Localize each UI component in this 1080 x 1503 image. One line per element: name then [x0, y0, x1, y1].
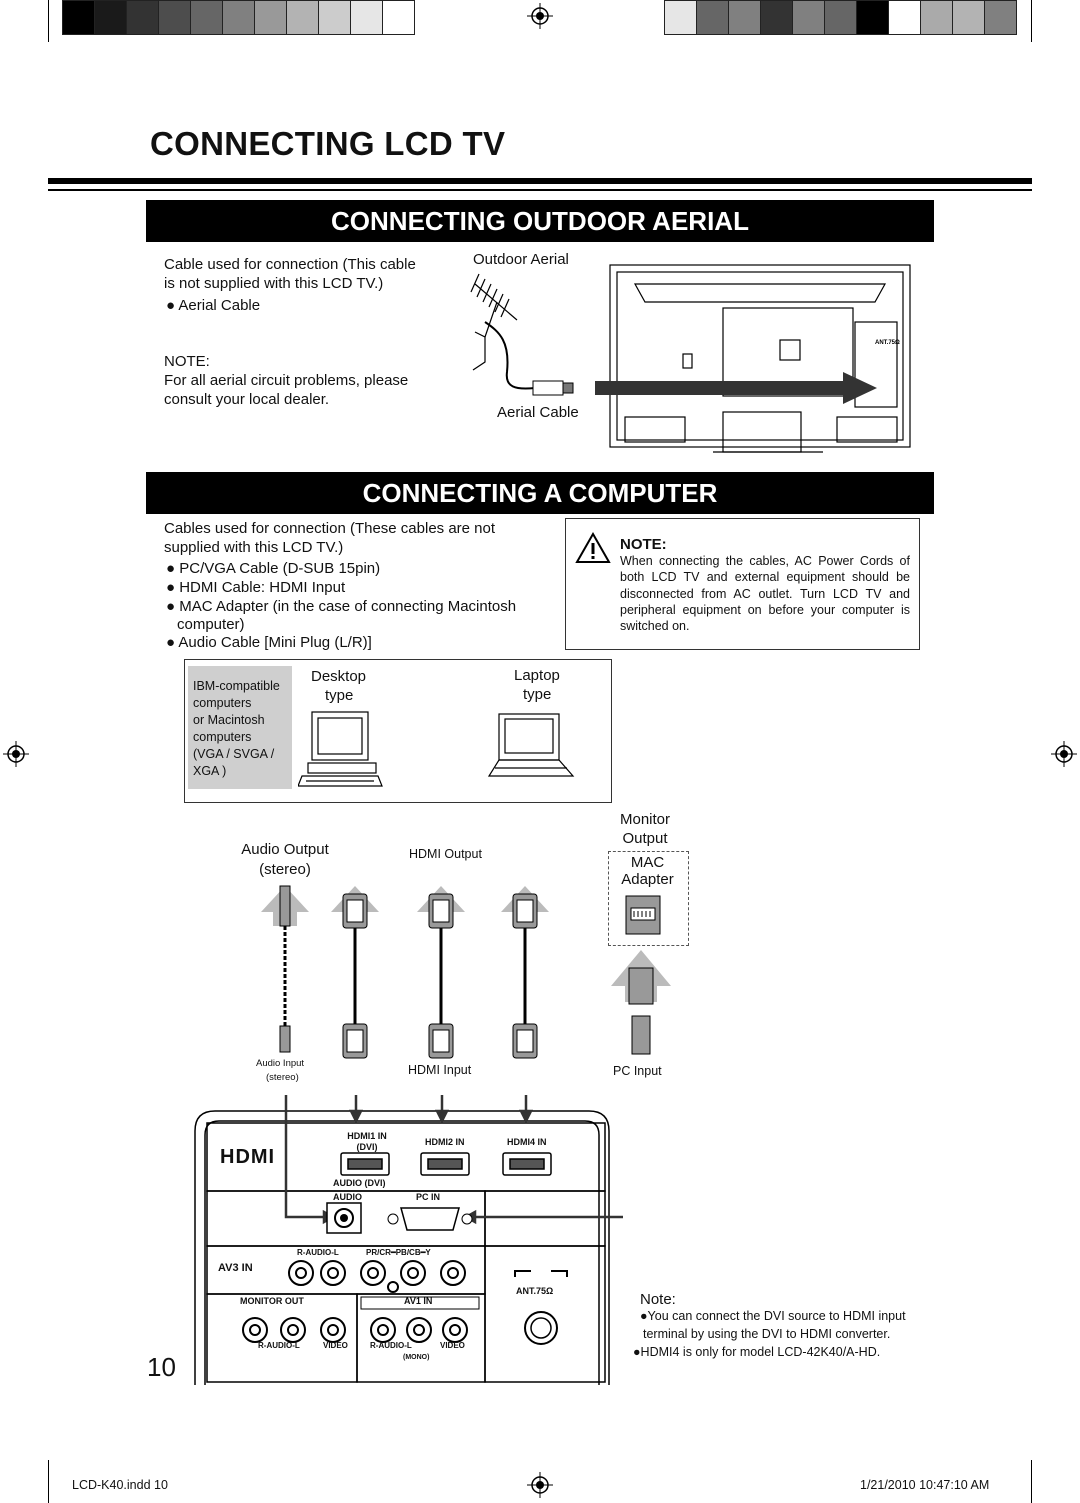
- monitor-out-label: MONITOR OUT: [240, 1296, 304, 1306]
- color-swatch: [760, 0, 793, 35]
- mac-label: MAC: [630, 854, 665, 871]
- av1-in-label: AV1 IN: [404, 1296, 433, 1306]
- aerial-note-line-2: consult your local dealer.: [164, 391, 330, 408]
- aerial-cable-text-1: Cable used for connection (This cable: [164, 256, 416, 273]
- av1-video-label: VIDEO: [440, 1341, 465, 1350]
- aerial-cable-text-2: is not supplied with this LCD TV.): [164, 275, 384, 292]
- color-swatch: [888, 0, 921, 35]
- color-swatch: [728, 0, 761, 35]
- aerial-cable-bullet: ● Aerial Cable: [166, 297, 261, 314]
- cable-bullet-1: ● PC/VGA Cable (D-SUB 15pin): [166, 560, 381, 577]
- desktop-computer-icon: [298, 708, 388, 788]
- cable-bullet-3-cont: computer): [177, 616, 245, 633]
- color-swatch: [952, 0, 985, 35]
- cable-bullet-3: ● MAC Adapter (in the case of connecting Macintosh: [166, 598, 517, 615]
- color-swatch: [158, 0, 191, 35]
- color-swatch: [286, 0, 319, 35]
- aerial-note-label: NOTE:: [164, 353, 210, 370]
- hdmi4-label: HDMI4 IN: [507, 1137, 547, 1147]
- laptop-label: Laptop: [514, 667, 560, 684]
- computer-section-heading: CONNECTING A COMPUTER: [146, 472, 934, 514]
- cable-connection-diagram: [255, 876, 695, 1066]
- title-rule: [48, 178, 1032, 184]
- color-swatch: [126, 0, 159, 35]
- hdmi-output-label: HDMI Output: [409, 847, 482, 861]
- outdoor-aerial-illustration: [455, 262, 615, 412]
- ant-label: ANT.75Ω: [516, 1286, 554, 1296]
- bottom-note-line-1: ●You can connect the DVI source to HDMI input: [640, 1309, 906, 1323]
- color-swatch: [190, 0, 223, 35]
- gray-line-3: or Macintosh: [193, 713, 265, 727]
- computer-note-body: When connecting the cables, AC Power Cords of both LCD TV and external equipment should be disconnected from AC outlet. Turn LCD TV and peripheral equipment on before your computer is switched on.: [620, 554, 910, 634]
- bottom-note-line-3: ●HDMI4 is only for model LCD-42K40/A-HD.: [633, 1345, 881, 1359]
- hdmi1-label: HDMI1 IN: [347, 1131, 387, 1141]
- hdmi-logo: HDMI: [220, 1146, 276, 1168]
- av1-audio-label: R-AUDIO-L: [370, 1341, 412, 1350]
- gray-line-2: computers: [193, 696, 252, 710]
- audio-label: AUDIO: [333, 1192, 362, 1202]
- crop-mark: [1031, 0, 1032, 42]
- page-title: CONNECTING LCD TV: [150, 125, 506, 162]
- color-swatch: [664, 0, 697, 35]
- color-swatch: [856, 0, 889, 35]
- av3-in-label: AV3 IN: [218, 1262, 253, 1274]
- audio-dvi-label: AUDIO (DVI): [333, 1178, 386, 1188]
- color-swatch: [62, 0, 95, 35]
- pc-in-label: PC IN: [416, 1192, 441, 1202]
- monitor-out-video-label: VIDEO: [323, 1341, 348, 1350]
- gray-line-4: computers: [193, 730, 252, 744]
- monitor-out-audio-label: R-AUDIO-L: [258, 1341, 300, 1350]
- pc-input-label: PC Input: [613, 1064, 662, 1078]
- crop-mark: [48, 1460, 49, 1503]
- bottom-note-line-2: terminal by using the DVI to HDMI converter.: [643, 1327, 891, 1341]
- aerial-cable-label: Aerial Cable: [497, 404, 579, 421]
- hdmi1-dvi-label: (DVI): [356, 1142, 378, 1152]
- gray-line-5: (VGA / SVGA /: [193, 747, 275, 761]
- audio-output-label: Audio Output: [241, 841, 329, 858]
- tv-rear-illustration: [605, 262, 915, 462]
- bottom-note-title: Note:: [640, 1291, 676, 1308]
- gray-line-6: XGA ): [193, 764, 227, 778]
- color-swatch: [318, 0, 351, 35]
- footer-file: LCD-K40.indd 10: [72, 1478, 168, 1492]
- laptop-type-label: type: [523, 686, 552, 703]
- desktop-label: Desktop: [311, 668, 367, 685]
- audio-input-stereo-label: (stereo): [266, 1072, 299, 1083]
- color-swatch: [350, 0, 383, 35]
- laptop-computer-icon: [487, 710, 577, 782]
- aerial-connection-arrow: [593, 370, 883, 406]
- outdoor-aerial-label: Outdoor Aerial: [473, 251, 569, 268]
- color-swatch: [94, 0, 127, 35]
- registration-mark-left: [3, 741, 29, 767]
- color-swatch: [382, 0, 415, 35]
- color-swatch: [792, 0, 825, 35]
- gray-line-1: IBM-compatible: [193, 679, 280, 693]
- page-number: 10: [147, 1352, 176, 1382]
- crop-mark: [48, 0, 49, 42]
- mono-label: (MONO): [403, 1354, 430, 1361]
- cable-bullet-2: ● HDMI Cable: HDMI Input: [166, 579, 346, 596]
- cables-text-1: Cables used for connection (These cables are not: [164, 520, 496, 537]
- tv-ant-label: ANT.75Ω: [875, 340, 900, 346]
- audio-output-stereo-label: (stereo): [259, 861, 311, 878]
- crop-mark: [1031, 1460, 1032, 1503]
- color-swatch: [696, 0, 729, 35]
- color-swatch: [984, 0, 1017, 35]
- hdmi2-label: HDMI2 IN: [425, 1137, 465, 1147]
- registration-mark-top: [527, 3, 553, 29]
- warning-icon: [575, 532, 611, 564]
- component-label: PR/CR━PB/CB━Y: [366, 1248, 431, 1257]
- desktop-type-label: type: [325, 687, 354, 704]
- aerial-note-line-1: For all aerial circuit problems, please: [164, 372, 409, 389]
- color-swatch: [254, 0, 287, 35]
- monitor-output-label: Monitor: [619, 811, 671, 828]
- hdmi-input-label: HDMI Input: [408, 1063, 472, 1077]
- computer-note-title: NOTE:: [620, 536, 667, 553]
- color-swatch: [920, 0, 953, 35]
- footer-timestamp: 1/21/2010 10:47:10 AM: [860, 1478, 990, 1492]
- registration-mark-right: [1051, 741, 1077, 767]
- adapter-label: Adapter: [621, 871, 674, 888]
- registration-mark-bottom: [527, 1472, 553, 1498]
- color-swatch: [824, 0, 857, 35]
- title-rule-thin: [48, 189, 1032, 191]
- color-swatch: [222, 0, 255, 35]
- aerial-section-heading: CONNECTING OUTDOOR AERIAL: [146, 200, 934, 242]
- cable-bullet-4: ● Audio Cable [Mini Plug (L/R)]: [166, 634, 372, 651]
- cables-text-2: supplied with this LCD TV.): [164, 539, 344, 556]
- monitor-output-label-2: Output: [622, 830, 668, 847]
- audio-input-label: Audio Input: [256, 1058, 305, 1069]
- av3-audio-label: R-AUDIO-L: [297, 1248, 339, 1257]
